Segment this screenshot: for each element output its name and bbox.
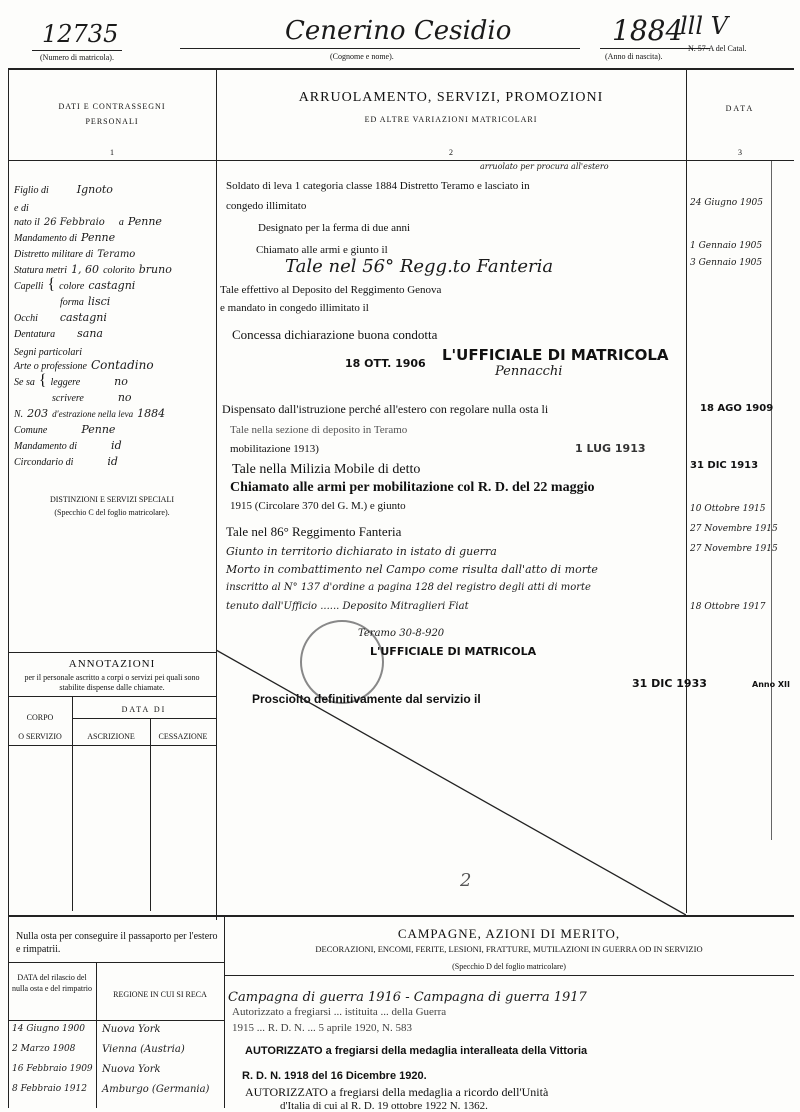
campagne-line: 1915 ... R. D. N. ... 5 aprile 1920, N. 583 — [232, 1022, 412, 1034]
soldier-name: Cenerino Cesidio — [285, 16, 512, 46]
personal-row: Comune Penne — [14, 423, 116, 436]
col2-num: 2 — [449, 148, 453, 157]
ufficiale-signature: Pennacchi — [495, 364, 563, 379]
entry-date: 27 Novembre 1915 — [690, 544, 778, 554]
entry-row: congedo illimitato — [226, 200, 307, 212]
nulla-osta-date: 8 Febbraio 1912 — [12, 1084, 87, 1094]
entry-row: Designato per la ferma di due anni — [258, 222, 411, 234]
col1-num: 1 — [110, 148, 114, 157]
date-stamp: 18 OTT. 1906 — [345, 357, 426, 370]
entry-row: Chiamato alle armi per mobilitazione col R. D. del 22 maggio — [230, 480, 595, 495]
annotazioni-text: per il personale ascritto a corpi o servizi pei quali sono stabilite dispense dalle chiamate. — [24, 673, 200, 692]
personal-row: Se sa { leggere no — [14, 372, 128, 389]
personal-row: N. 203 d'estrazione nella leva 1884 — [14, 407, 166, 420]
page-number: 2 — [460, 870, 472, 891]
entry-date: 24 Giugno 1905 — [690, 198, 763, 208]
personal-row: Mandamento di id — [14, 439, 122, 452]
campagne-line: AUTORIZZATO a fregiarsi della medaglia interalleata della Vittoria — [245, 1045, 588, 1057]
personal-row: Distretto militare di Teramo — [14, 249, 136, 260]
diagonal-cancel-line — [216, 640, 686, 920]
nulla-osta-title: Nulla osta per conseguire il passaporto per l'estero e rimpatrii. — [16, 931, 218, 955]
entry-row: Soldato di leva 1 categoria classe 1884 Distretto Teramo e lasciato in — [226, 180, 530, 192]
entry-row: mobilitazione 1913) — [230, 443, 319, 455]
teramo-date: Teramo 30-8-920 — [358, 628, 445, 639]
matricola-caption: (Numero di matricola). — [40, 53, 114, 62]
birth-year: 1884 — [612, 14, 684, 47]
entry-row: e mandato in congedo illimitato il — [220, 302, 369, 314]
nulla-osta-region: Nuova York — [102, 1064, 161, 1075]
entry-date: 1 Gennaio 1905 — [690, 241, 763, 251]
personal-row: Segni particolari — [14, 347, 83, 358]
campagne-specchio: (Specchio D del foglio matricolare) — [452, 962, 566, 971]
entry-row: inscritto al N° 137 d'ordine a pagina 128 del registro degli atti di morte — [226, 582, 591, 593]
entry-date-stamp: 1 LUG 1913 — [575, 442, 646, 455]
nulla-osta-region: Nuova York — [102, 1024, 161, 1035]
name-caption: (Cognome e nome). — [330, 52, 394, 61]
nulla-osta-region: Vienna (Austria) — [102, 1044, 185, 1055]
col3-title: DATA — [725, 104, 755, 113]
nulla-osta-col-regione: REGIONE IN CUI SI RECA — [113, 990, 207, 999]
nulla-osta-col-data: DATA del rilascio del nulla osta e del rimpatrio — [12, 973, 92, 993]
campagne-line: Campagna di guerra 1916 - Campagna di guerra 1917 — [228, 990, 587, 1005]
ufficiale-stamp-2: L'UFFICIALE DI MATRICOLA — [370, 645, 537, 658]
campagne-line: d'Italia di cui al R. D. 19 ottobre 1922 N. 1362. — [280, 1100, 488, 1112]
annot-col-data-di: DATA DI — [121, 705, 167, 714]
personal-row: forma lisci — [60, 295, 111, 308]
personal-row: Circondario di id — [14, 455, 118, 468]
form-code: N. 57-A del Catal. — [688, 44, 747, 53]
personal-row: e di — [14, 203, 29, 214]
col2-subtitle: ED ALTRE VARIAZIONI MATRICOLARI — [364, 115, 538, 124]
campagne-line: AUTORIZZATO a fregiarsi della medaglia a ricordo dell'Unità — [245, 1085, 549, 1099]
entry-row: Tale nel 86° Reggimento Fanteria — [226, 524, 402, 539]
personal-row: scrivere no — [52, 391, 132, 404]
entry-row: Giunto in territorio dichiarato in istato di guerra — [226, 545, 497, 558]
personal-row: Arte o professione Contadino — [14, 358, 154, 372]
entry-date: 27 Novembre 1915 — [690, 524, 778, 534]
entry-row: Tale nel 56° Regg.to Fanteria — [285, 256, 554, 277]
annot-col-servizio: O SERVIZIO — [18, 732, 62, 741]
entry-row: Morto in combattimento nel Campo come risulta dall'atto di morte — [226, 563, 598, 576]
personal-row: Statura metri 1, 60 colorito bruno — [14, 263, 172, 276]
col1-title: DATI E CONTRASSEGNI — [58, 102, 166, 111]
col3-num: 3 — [738, 148, 742, 157]
personal-row: Dentatura sana — [14, 327, 103, 340]
personal-row: Occhi castagni — [14, 311, 107, 324]
birth-caption: (Anno di nascita). — [605, 52, 663, 61]
col2-title: ARRUOLAMENTO, SERVIZI, PROMOZIONI — [298, 90, 604, 105]
entry-row: Tale nella Milizia Mobile di detto — [232, 462, 421, 477]
personal-data — [14, 180, 214, 468]
birth-year-note: lll V — [680, 12, 728, 40]
campagne-line: Autorizzato a fregiarsi ... istituita ... della Guerra — [232, 1006, 447, 1018]
matricola-number: 12735 — [42, 20, 119, 48]
entry-note: arruolato per procura all'estero — [480, 162, 609, 171]
annot-col-cessazione: CESSAZIONE — [158, 732, 208, 741]
campagne-title: CAMPAGNE, AZIONI DI MERITO, — [397, 926, 621, 941]
campagne-line: R. D. N. 1918 del 16 Dicembre 1920. — [242, 1070, 427, 1082]
ufficiale-stamp: L'UFFICIALE DI MATRICOLA — [442, 346, 669, 364]
entry-row: tenuto dall'Ufficio ...... Deposito Mitraglieri Fiat — [226, 601, 469, 612]
nulla-osta-date: 16 Febbraio 1909 — [12, 1064, 93, 1074]
prosciolto-date: 31 DIC 1933 — [632, 677, 707, 690]
prosciolto-text: Prosciolto definitivamente dal servizio il — [252, 692, 481, 706]
entry-row: Tale effettivo al Deposito del Reggimento Genova — [220, 284, 442, 296]
annotazioni-title: ANNOTAZIONI — [68, 658, 156, 670]
annot-col-ascrizione: ASCRIZIONE — [87, 732, 135, 741]
entry-row: 1915 (Circolare 370 del G. M.) e giunto — [230, 500, 406, 512]
entry-date: 18 Ottobre 1917 — [690, 602, 766, 612]
nulla-osta-region: Amburgo (Germania) — [102, 1084, 210, 1095]
entry-row: Concessa dichiarazione buona condotta — [232, 327, 438, 342]
distinzioni-title: DISTINZIONI E SERVIZI SPECIALI — [49, 495, 174, 504]
nulla-osta-date: 2 Marzo 1908 — [12, 1044, 76, 1054]
personal-row: Mandamento di Penne — [14, 231, 116, 244]
personal-row: Capelli { colore castagni — [14, 276, 136, 293]
entry-date: 10 Ottobre 1915 — [690, 504, 766, 514]
entry-row: Dispensato dall'istruzione perché all'estero con regolare nulla osta li — [222, 402, 549, 416]
campagne-subtitle: DECORAZIONI, ENCOMI, FERITE, LESIONI, FRATTURE, MUTILAZIONI IN GUERRA OD IN SERVIZIO — [315, 944, 703, 954]
entry-date: 3 Gennaio 1905 — [690, 258, 763, 268]
entry-date: 31 DIC 1913 — [690, 460, 759, 471]
personal-row: nato il 26 Febbraio a Penne — [14, 215, 162, 228]
entry-row: Chiamato alle armi e giunto il — [256, 244, 388, 256]
entry-date: 18 AGO 1909 — [700, 403, 774, 414]
distinzioni-subtitle: (Specchio C del foglio matricolare). — [54, 508, 170, 517]
annot-col-corpo: CORPO — [26, 713, 54, 722]
entry-row: Tale nella sezione di deposito in Teramo — [230, 424, 408, 436]
col1-subtitle: PERSONALI — [85, 117, 139, 126]
anno-stamp: Anno XII — [752, 680, 790, 689]
nulla-osta-date: 14 Giugno 1900 — [12, 1024, 85, 1034]
personal-row: Figlio di Ignoto — [14, 183, 113, 196]
